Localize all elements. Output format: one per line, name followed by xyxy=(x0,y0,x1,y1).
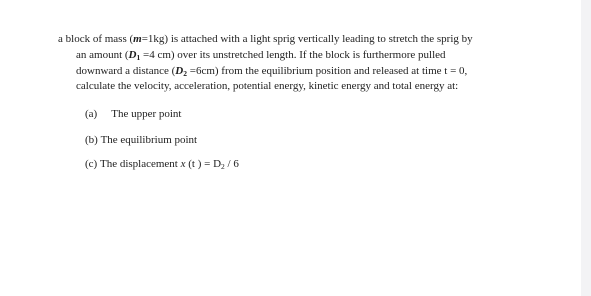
part-b xyxy=(85,134,197,147)
intro-line-1: a block of mass (m=1kg) is attached with a light sprig vertically leading to stretch the sprig by xyxy=(58,33,473,45)
part-a-text: The upper point xyxy=(111,108,182,120)
part-a-label: (a) xyxy=(85,108,98,120)
part-c: (c) The displacement x (t ) = $D_2 / 6$ xyxy=(85,158,239,171)
intro-line-4: calculate the velocity, acceleration, potential energy, kinetic energy and total energy at: xyxy=(76,80,459,92)
part-b-text: The equilibrium point xyxy=(100,134,198,146)
part-a xyxy=(85,108,181,121)
part-c-text: The displacement xyxy=(99,158,181,170)
part-b-label: (b) xyxy=(85,134,98,146)
intro-line-2: an amount ($D_1 =4$ cm) over its unstretched length. If the block is furthermore pulled xyxy=(76,49,446,62)
part-c-label: (c) xyxy=(85,158,98,170)
intro-line-3: downward a distance $(D_2 =6cm)$ from the equilibrium position and released at time t = 0, xyxy=(76,65,468,78)
